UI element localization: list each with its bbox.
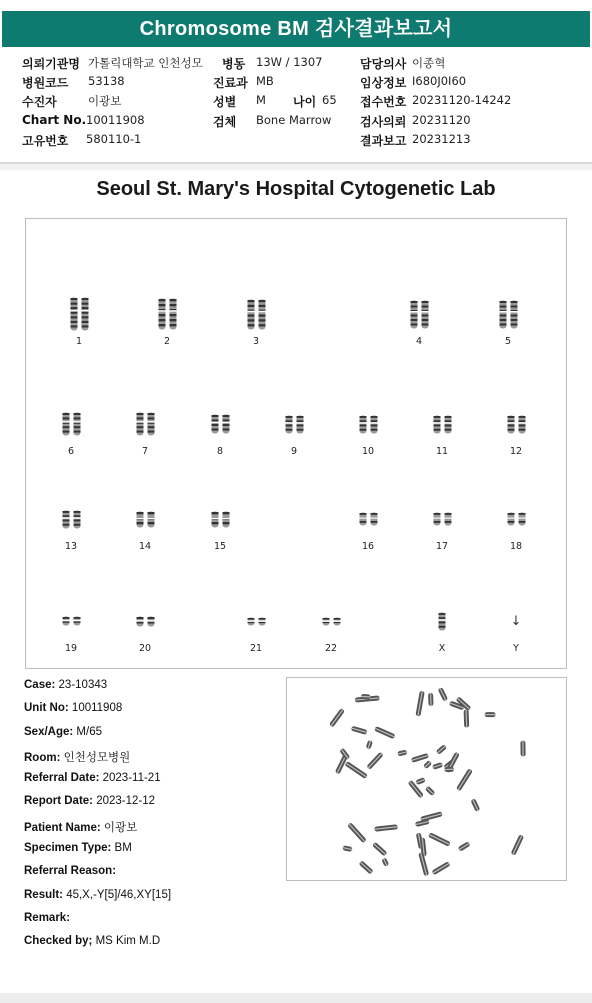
chromosome-label: 21	[249, 643, 263, 654]
chromatid-icon	[62, 616, 70, 626]
chromatid-icon	[147, 511, 155, 528]
report-date-label: Report Date:	[24, 795, 94, 808]
unique-no-label: 고유번호	[22, 134, 69, 148]
chromosome-14	[125, 499, 165, 552]
recipient-value: 이광보	[88, 94, 122, 108]
age-label: 나이	[293, 95, 317, 109]
chromatid-icon	[370, 415, 378, 434]
chromatid-icon	[518, 512, 526, 526]
chromosome-pair-8	[200, 404, 240, 444]
chromatid-icon	[73, 412, 81, 436]
chromosome-label: 22	[324, 643, 338, 654]
chromosome-pair-7	[125, 404, 165, 444]
chromosome-19	[51, 601, 91, 654]
chromosome-pair-21	[236, 601, 276, 641]
sex-value: M	[256, 93, 266, 107]
chromatid-icon	[258, 299, 266, 330]
chromatid-icon	[285, 415, 293, 434]
chromosome-label: 3	[252, 336, 260, 347]
chromosome-20	[125, 601, 165, 654]
doctor-label: 담당의사	[360, 57, 407, 71]
chromosome-label: 17	[435, 541, 449, 552]
chromosome-label: X	[438, 643, 446, 654]
case-label: Case:	[24, 679, 56, 691]
chromatid-icon	[444, 512, 452, 526]
chromosome-5	[488, 294, 528, 347]
age-value: 65	[322, 93, 337, 107]
chart-no-value: 10011908	[86, 113, 145, 127]
chromatid-icon	[359, 415, 367, 434]
hospital-code-label: 병원코드	[22, 76, 69, 90]
lab-title: Seoul St. Mary's Hospital Cytogenetic Lab	[96, 178, 496, 200]
chromosome-pair-14	[125, 499, 165, 539]
chromatid-icon	[70, 297, 78, 331]
chromosome-pair-20	[125, 601, 165, 641]
chromosome-7	[125, 404, 165, 457]
chromosome-label: 15	[213, 541, 227, 552]
chromosome-22	[311, 601, 351, 654]
test-request-value: 20231120	[412, 113, 471, 127]
referral-date-label: Referral Date:	[24, 772, 100, 785]
chromosome-4	[399, 294, 439, 347]
chromatid-icon	[507, 415, 515, 434]
requesting-org-value: 가톨릭대학교 인천성모	[88, 56, 203, 70]
receipt-no-value: 20231120-14242	[412, 93, 512, 107]
report-label: 결과보고	[360, 134, 407, 148]
chromosome-pair-10	[348, 404, 388, 444]
chromosome-label: 16	[361, 541, 375, 552]
chromosome-label: 14	[138, 541, 152, 552]
chromosome-pair-3	[236, 294, 276, 334]
chromosome-11	[422, 404, 462, 457]
chromosome-label: 4	[415, 336, 423, 347]
chromosome-8	[200, 404, 240, 457]
chromatid-icon	[258, 617, 266, 626]
chromosome-pair-12	[496, 404, 536, 444]
specimen-value: Bone Marrow	[256, 113, 332, 127]
chart-no-label: Chart No.	[22, 113, 87, 127]
chromatid-icon	[438, 612, 446, 631]
header-divider-shadow	[0, 164, 592, 170]
chromosome-2	[147, 294, 187, 347]
chromosome-label: 5	[504, 336, 512, 347]
sexage-value: M/65	[76, 725, 102, 738]
chromosome-y	[496, 601, 536, 654]
chromosome-3	[236, 294, 276, 347]
chromatid-icon	[222, 414, 230, 434]
chromatid-icon	[136, 616, 144, 627]
chromosome-pair-13	[51, 499, 91, 539]
chromatid-icon	[136, 412, 144, 436]
result-value: 45,X,-Y[5]/46,XY[15]	[66, 889, 172, 901]
chromosome-pair-5	[488, 294, 528, 334]
report-value: 20231213	[412, 132, 471, 146]
chromatid-icon	[421, 300, 429, 329]
chromosome-pair-17	[422, 499, 462, 539]
referral-reason-label: Referral Reason:	[24, 865, 117, 878]
chromosome-label: 10	[361, 446, 375, 457]
chromosome-label: 8	[216, 446, 224, 457]
chromosome-10	[348, 404, 388, 457]
remark-label: Remark:	[24, 912, 71, 924]
chromosome-pair-x	[422, 601, 462, 641]
room-value: 인천성모병원	[63, 751, 131, 764]
chromatid-icon	[62, 510, 70, 529]
chromosome-pair-18	[496, 499, 536, 539]
chromosome-6	[51, 404, 91, 457]
patient-info-block	[0, 50, 592, 158]
unit-label: Unit No:	[24, 702, 69, 715]
requesting-org-label: 의뢰기관명	[22, 57, 80, 71]
chromatid-icon	[333, 617, 341, 626]
patient-name-value: 이광보	[103, 821, 138, 834]
specimen-label: 검체	[213, 115, 237, 129]
chromatid-icon	[370, 512, 378, 526]
case-value: 23-10343	[58, 679, 108, 691]
chromosome-pair-22	[311, 601, 351, 641]
chromosome-label: 20	[138, 643, 152, 654]
chromosome-15	[200, 499, 240, 552]
chromatid-icon	[322, 617, 330, 626]
dept-label: 진료과	[213, 76, 248, 90]
chromatid-icon	[433, 512, 441, 526]
chromosome-label: 7	[141, 446, 149, 457]
checked-by-label: Checked by;	[24, 935, 93, 947]
metaphase-spread	[287, 678, 566, 880]
chromosome-pair-11	[422, 404, 462, 444]
chromatid-icon	[222, 511, 230, 528]
chromosome-1	[59, 294, 99, 347]
chromatid-icon	[518, 415, 526, 434]
doctor-value: 이종혁	[412, 56, 446, 70]
referral-date-value: 2023-11-21	[102, 772, 161, 785]
report-title: Chromosome BM 검사결과보고서	[2, 11, 590, 47]
chromosome-pair-9	[274, 404, 314, 444]
chromatid-icon	[136, 511, 144, 528]
dept-value: MB	[256, 74, 274, 88]
recipient-label: 수진자	[22, 95, 57, 109]
chromosome-label: 2	[163, 336, 171, 347]
chromosome-pair-1	[59, 294, 99, 334]
chromatid-icon	[211, 511, 219, 528]
chromosome-pair-y	[496, 601, 536, 641]
chromosome-label: 6	[67, 446, 75, 457]
chromosome-21	[236, 601, 276, 654]
chromosome-12	[496, 404, 536, 457]
chromatid-icon	[169, 298, 177, 330]
case-info-block	[24, 679, 284, 889]
chromatid-icon	[158, 298, 166, 330]
room-label: Room:	[24, 751, 61, 764]
chromatid-icon	[510, 300, 518, 329]
chromatid-icon	[444, 415, 452, 434]
chromosome-pair-4	[399, 294, 439, 334]
chromatid-icon	[296, 415, 304, 434]
chromatid-icon	[247, 617, 255, 626]
checked-by-value: MS Kim M.D	[95, 935, 161, 947]
unique-no-value: 580110-1	[86, 132, 142, 146]
chromosome-label: 11	[435, 446, 449, 457]
chromatid-icon	[359, 512, 367, 526]
chromatid-icon	[73, 510, 81, 529]
chromatid-icon	[147, 412, 155, 436]
chromosome-9	[274, 404, 314, 457]
chromatid-icon	[499, 300, 507, 329]
metaphase-image	[286, 677, 567, 881]
unit-value: 10011908	[71, 702, 123, 715]
chromatid-icon	[147, 616, 155, 627]
chromatid-icon	[433, 415, 441, 434]
chromosome-label: 18	[509, 541, 523, 552]
chromosome-pair-6	[51, 404, 91, 444]
chromosome-x	[422, 601, 462, 654]
footer-band	[0, 993, 592, 1003]
chromatid-icon	[410, 300, 418, 329]
chromosome-label: Y	[513, 643, 519, 654]
report-date-value: 2023-12-12	[96, 795, 156, 808]
chromosome-pair-2	[147, 294, 187, 334]
chromosome-pair-15	[200, 499, 240, 539]
chromosome-label: 19	[64, 643, 78, 654]
ward-label: 병동	[222, 57, 246, 71]
chromosome-pair-19	[51, 601, 91, 641]
chromosome-13	[51, 499, 91, 552]
chromatid-icon	[211, 414, 219, 434]
sex-label: 성별	[213, 95, 237, 109]
ward-value: 13W / 1307	[256, 55, 323, 69]
chromatid-icon	[62, 412, 70, 436]
result-block	[24, 889, 424, 958]
clinical-info-value: I680J0I60	[412, 74, 467, 88]
specimen-type-value: BM	[114, 842, 132, 855]
specimen-type-label: Specimen Type:	[24, 842, 112, 855]
chromatid-icon	[507, 512, 515, 526]
missing-y-arrow-icon: ↓	[510, 613, 522, 629]
patient-name-label: Patient Name:	[24, 821, 101, 834]
chromatid-icon	[81, 297, 89, 331]
hospital-code-value: 53138	[88, 74, 125, 88]
chromosome-18	[496, 499, 536, 552]
chromosome-label: 1	[75, 336, 83, 347]
chromosome-pair-16	[348, 499, 388, 539]
test-request-label: 검사의뢰	[360, 115, 407, 129]
chromatid-icon	[247, 299, 255, 330]
chromatid-icon	[73, 616, 81, 626]
receipt-no-label: 접수번호	[360, 95, 407, 109]
chromosome-17	[422, 499, 462, 552]
chromosome-label: 9	[290, 446, 298, 457]
result-label: Result:	[24, 889, 63, 901]
sexage-label: Sex/Age:	[24, 725, 74, 738]
chromosome-label: 12	[509, 446, 523, 457]
clinical-info-label: 임상정보	[360, 76, 407, 90]
karyotype-panel	[25, 218, 567, 669]
chromosome-label: 13	[64, 541, 78, 552]
chromosome-16	[348, 499, 388, 552]
